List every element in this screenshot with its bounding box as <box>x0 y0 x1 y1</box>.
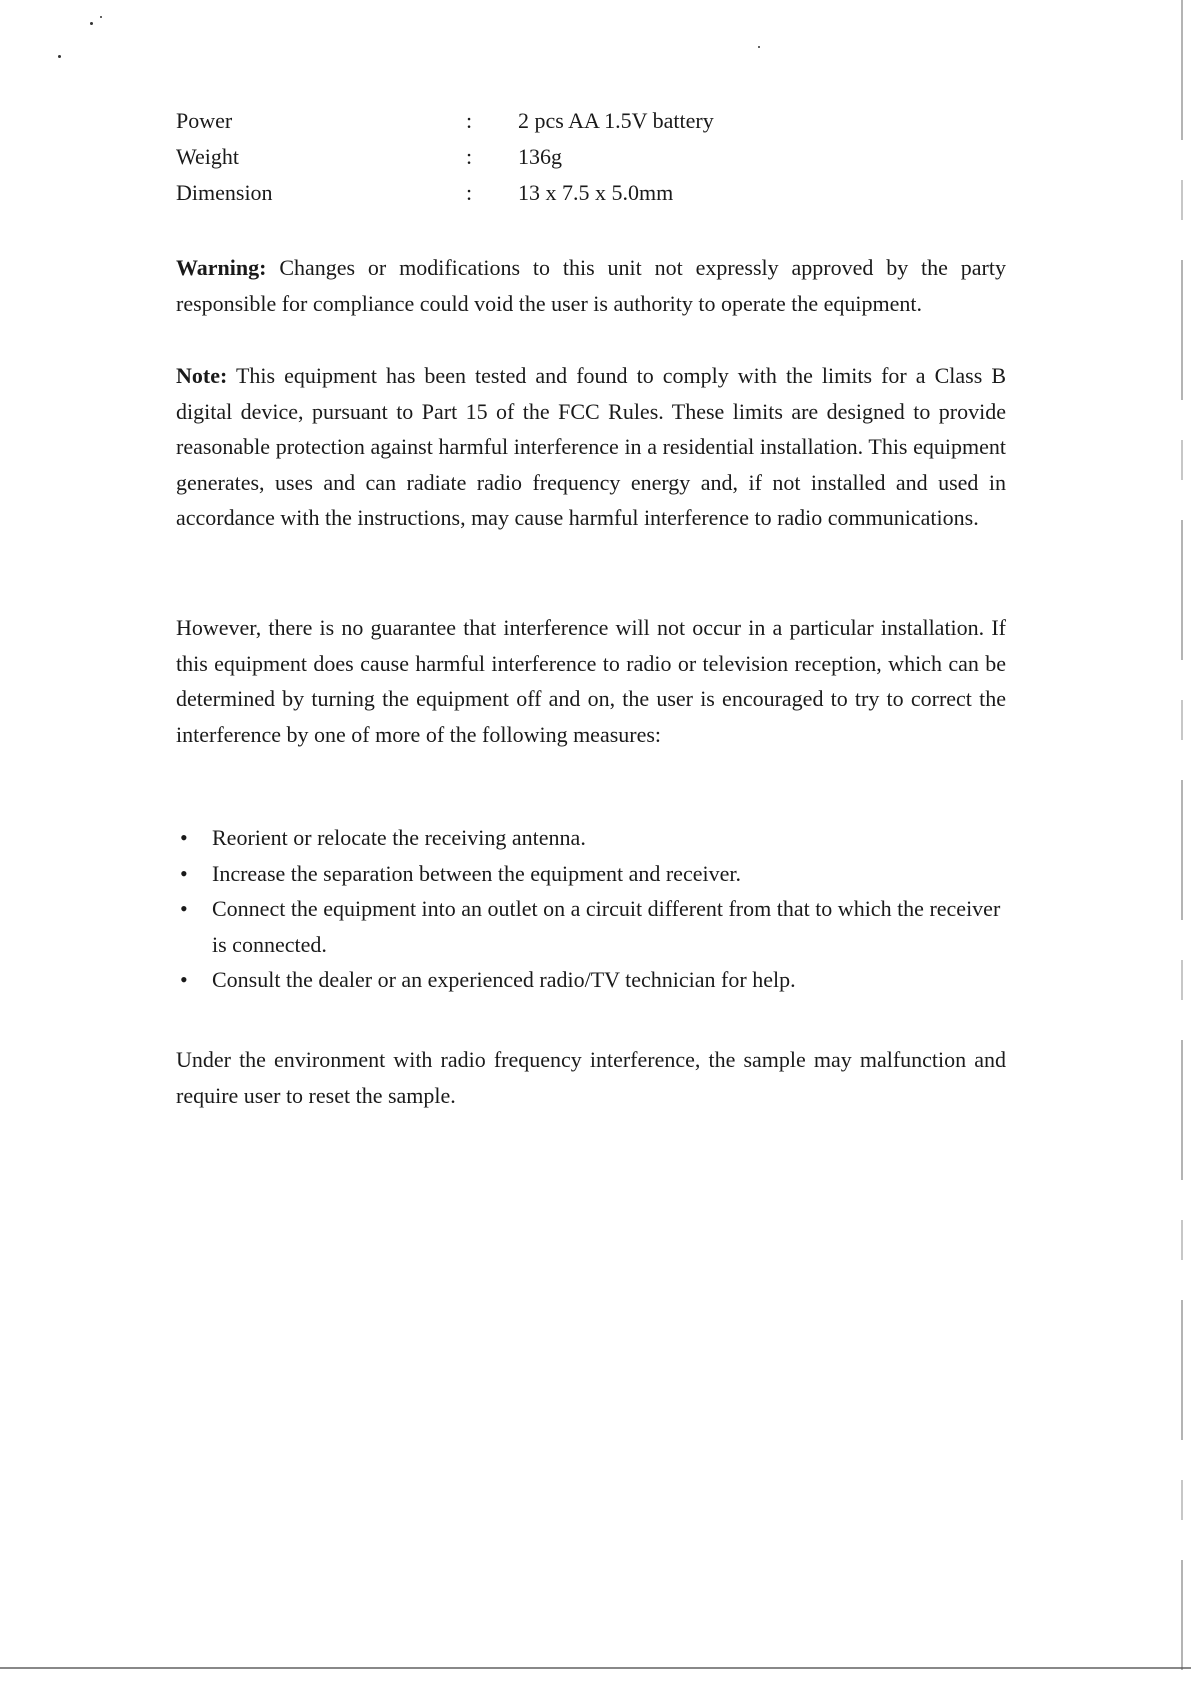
scan-bottom-line <box>0 1667 1191 1669</box>
spec-label: Power <box>176 108 233 133</box>
list-item-text: Connect the equipment into an outlet on a circuit different from that to which the receiver is connected. <box>212 896 1001 957</box>
list-item <box>176 820 1006 856</box>
bullet-icon: • <box>180 860 188 886</box>
spec-separator: : <box>466 144 473 169</box>
spec-value: 13 x 7.5 x 5.0mm <box>518 180 674 205</box>
bullet-icon: • <box>180 896 188 921</box>
list-item <box>176 891 1006 962</box>
spec-label: Dimension <box>176 180 273 205</box>
warning-paragraph <box>176 250 1006 321</box>
bullet-icon: • <box>180 967 188 992</box>
list-item <box>176 856 1006 892</box>
however-paragraph: However, there is no guarantee that interference will not occur in a particular installation. If this equipment does cause harmful interference to radio or television reception, which can be determined by turning the equipment off and on, the user is encouraged to try to correct the interference by one of more of the following measures: <box>176 615 1006 747</box>
measures-list <box>176 820 1006 998</box>
list-item-text: Consult the dealer or an experienced radio/TV technician for help. <box>212 967 796 992</box>
spec-row-dimension <box>176 175 818 211</box>
scan-speck <box>90 22 93 25</box>
warning-text: Changes or modifications to this unit not expressly approved by the party responsible for compliance could void the user is authority to operate the equipment. <box>176 255 1006 316</box>
scan-speck <box>758 46 760 48</box>
warning-heading: Warning: <box>176 255 267 280</box>
spec-value: 136g <box>518 144 562 169</box>
scan-speck <box>100 16 102 18</box>
note-paragraph <box>176 358 1006 536</box>
list-item <box>176 962 1006 998</box>
spec-separator: : <box>466 180 473 205</box>
spec-row-power <box>176 103 818 139</box>
closing-paragraph: Under the environment with radio frequency interference, the sample may malfunction and require user to reset the sample. <box>176 1047 1006 1108</box>
note-heading: Note: <box>176 363 228 388</box>
spec-value: 2 pcs AA 1.5V battery <box>518 108 714 133</box>
list-item-text: Reorient or relocate the receiving antenna. <box>212 825 586 850</box>
spec-row-weight <box>176 139 818 175</box>
note-text: This equipment has been tested and found to comply with the limits for a Class B digital device, pursuant to Part 15 of the FCC Rules. These limits are designed to provide reasonable protection against harmful interference in a residential installation. This equipment generates, uses and can radiate radio frequency energy and, if not installed and used in accordance with the instructions, may cause harmful interference to radio communications. <box>176 363 1006 530</box>
list-item-text: Increase the separation between the equipment and receiver. <box>212 860 741 886</box>
spec-label: Weight <box>176 144 239 169</box>
bullet-icon: • <box>180 825 188 850</box>
spec-table <box>176 103 818 211</box>
scan-speck <box>58 55 61 58</box>
spec-separator: : <box>466 108 473 133</box>
scan-edge-line <box>1181 0 1183 1670</box>
